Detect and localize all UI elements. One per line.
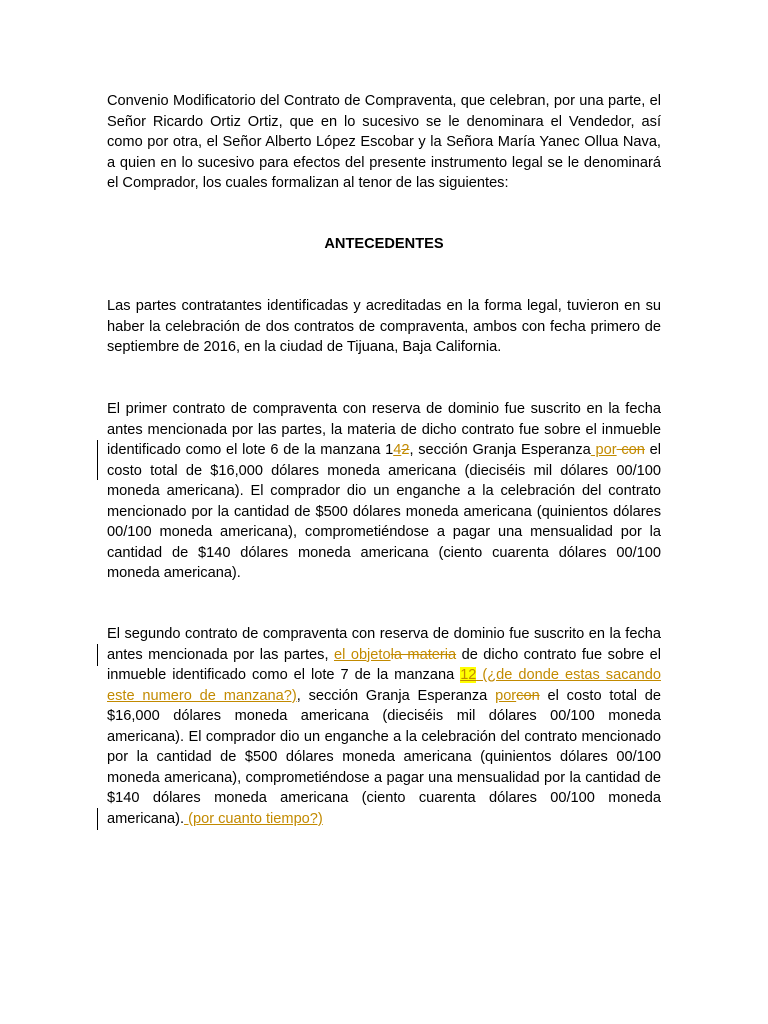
second-contract-paragraph: [107, 624, 661, 829]
inserted-text[interactable]: 4: [393, 442, 402, 458]
deleted-text[interactable]: la materia: [390, 646, 457, 663]
change-bar: [97, 644, 98, 666]
highlighted-number[interactable]: 12: [460, 667, 477, 683]
intro-text: Convenio Modificatorio del Contrato de Compraventa, que celebran, por una parte, el Señor Ricardo Ortiz Ortiz, que en lo sucesivo se le denominara el Vendedor, así como por otra, el Señor Alberto López Escobar y la Señora María Yanec Ollua Nava, a quien en lo sucesivo para efectos del presente instrumento legal se le denominará el Comprador, los cuales formalizan al tenor de las siguientes:: [107, 93, 661, 191]
background-paragraph: [107, 296, 661, 358]
second-contract-text-b: de dicho contrato fue sobre el inmueble identificado como el lote 7 de la manzana: [107, 646, 661, 683]
inserted-text[interactable]: el objeto: [333, 646, 391, 663]
inserted-text[interactable]: por: [495, 687, 517, 704]
change-bar: [97, 808, 98, 830]
deleted-text[interactable]: con: [616, 442, 645, 458]
first-contract-text-a: El primer contrato de compraventa con reserva de dominio fue suscrito en la fecha antes mencionada por las partes, la materia de dicho contrato fue sobre el inmueble identificado como el lote 6 de la manzana 1: [107, 401, 661, 458]
change-bar: [97, 440, 98, 480]
second-contract-text-a: El segundo contrato de compraventa con reserva de dominio fue suscrito en la fecha antes mencionada por las partes,: [107, 626, 661, 663]
intro-paragraph: [107, 91, 661, 194]
background-text: Las partes contratantes identificadas y acreditadas en la forma legal, tuvieron en su haber la celebración de dos contratos de compraventa, ambos con fecha primero de septiembre de 2016, en la ciudad de Tijuana, Baja California.: [107, 298, 661, 355]
inserted-comment[interactable]: (¿de donde estas sacando este numero de manzana?): [107, 667, 661, 704]
second-contract-text-c: , sección Granja Esperanza: [296, 687, 496, 704]
first-contract-text-c: el costo total de $16,000 dólares moneda americana (dieciséis mil dólares 00/100 moneda americana). El comprador dio un enganche a la celebración del contrato mencionado por la cantidad de $500 dólares moneda americana (quinientos dólares 00/100 moneda americana), comprometiéndose a pagar una mensualidad por la cantidad de $140 dólares moneda americana (ciento cuarenta dólares 00/100 moneda americana).: [107, 442, 661, 581]
inserted-comment[interactable]: (por cuanto tiempo?): [184, 810, 323, 827]
first-contract-paragraph: [107, 399, 661, 584]
deleted-text[interactable]: 2: [401, 442, 410, 458]
first-contract-text-b: , sección Granja Esperanza: [409, 442, 591, 458]
section-heading: ANTECEDENTES: [324, 236, 444, 252]
deleted-text[interactable]: con: [516, 687, 540, 704]
second-contract-text-d: el costo total de $16,000 dólares moneda americana (dieciséis mil dólares 00/100 moneda americana). El comprador dio un enganche a la celebración del contrato mencionado por la cantidad de $500 dólares moneda americana (quinientos dólares 00/100 moneda americana), comprometiéndose a pagar una mensualidad por la cantidad de $140 dólares moneda americana (ciento cuarenta dólares 00/100 moneda americana).: [107, 687, 661, 827]
inserted-text[interactable]: por: [590, 442, 617, 458]
